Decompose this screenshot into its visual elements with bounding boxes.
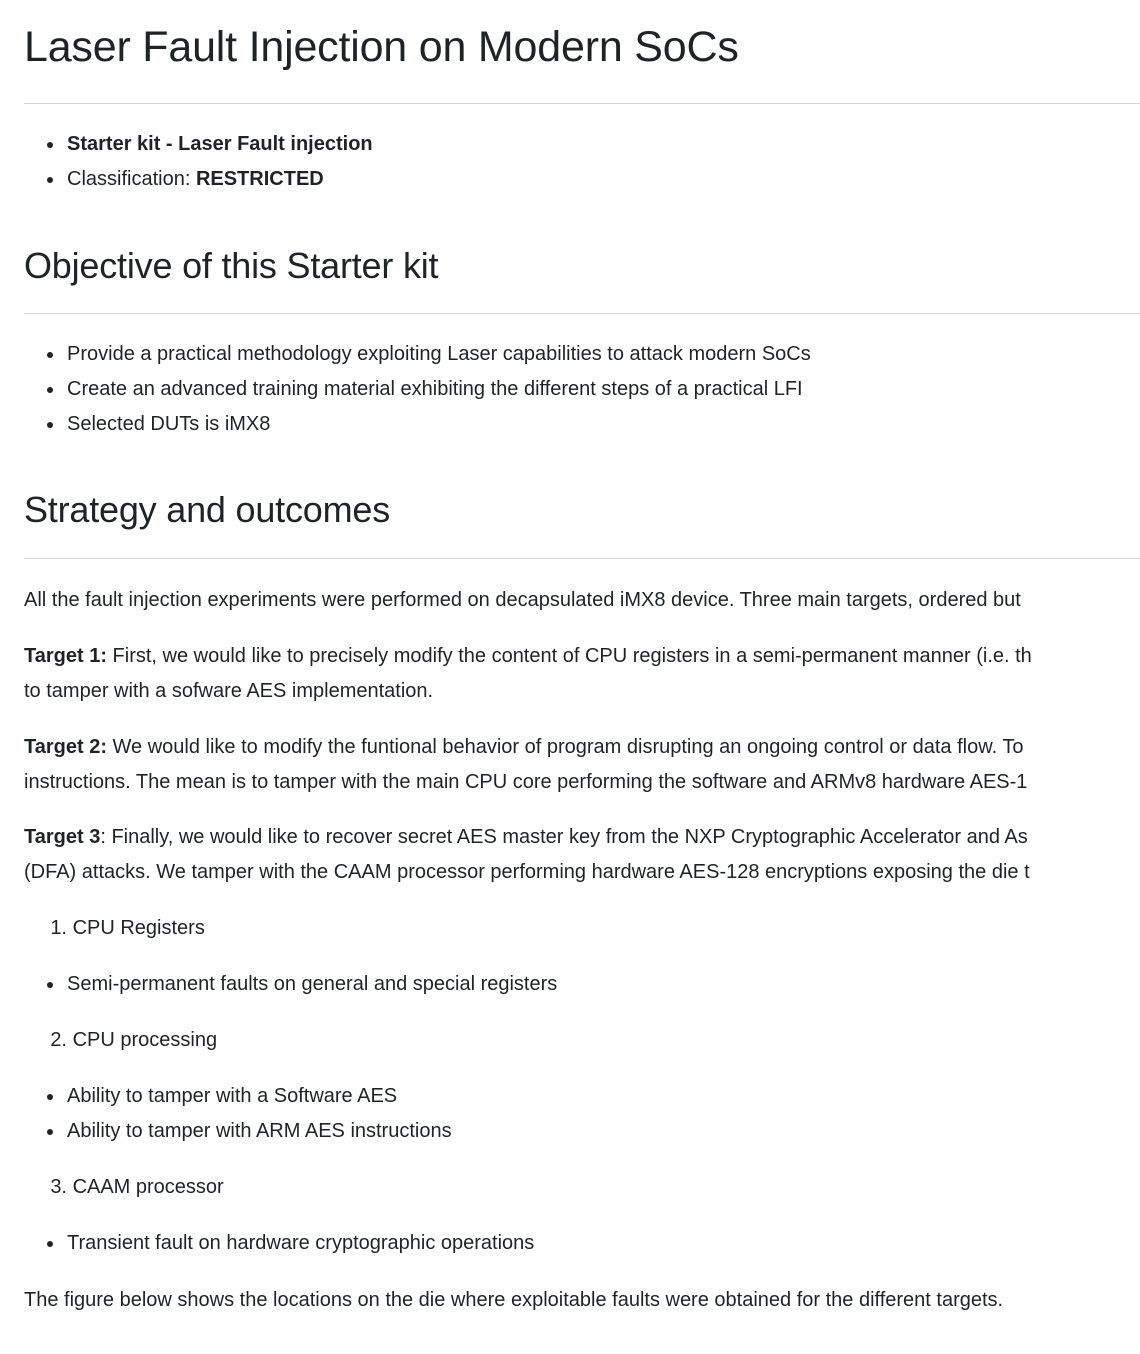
ordered-item-number: 1. (50, 917, 67, 939)
figure-intro-paragraph: The figure below shows the locations on the die where exploitable faults were obtained for the different targets. (24, 1289, 1004, 1311)
objective-list (24, 337, 1140, 442)
meta-list (24, 127, 1140, 197)
objective-heading: Objective of this Starter kit (24, 245, 439, 286)
ordered-item-cpu-processing (24, 1023, 217, 1058)
target3-label: Target 3 (24, 826, 101, 848)
list-item: Ability to tamper with a Software AES (24, 1079, 1140, 1114)
page-title: Laser Fault Injection on Modern SoCs (24, 23, 739, 71)
strategy-intro: All the fault injection experiments were performed on decapsulated iMX8 device. Three main targets, ordered but (24, 589, 1021, 611)
list-item: Transient fault on hardware cryptographic operations (24, 1226, 1140, 1261)
target1-label: Target 1: (24, 645, 107, 667)
cpu-registers-sublist (24, 967, 1140, 1002)
target2-text: We would like to modify the funtional behavior of program disrupting an ongoing control or data flow. To (106, 736, 1024, 758)
target1-paragraph-cont: to tamper with a sofware AES implementation. (24, 680, 434, 702)
list-item: Selected DUTs is iMX8 (24, 407, 1140, 442)
cpu-processing-sublist (24, 1079, 1140, 1149)
ordered-item-number: 3. (50, 1176, 67, 1198)
target2-label: Target 2: (24, 736, 107, 758)
target1-paragraph (24, 639, 1140, 674)
target3-paragraph (24, 820, 1140, 855)
ordered-item-label: CAAM processor (72, 1176, 224, 1198)
ordered-item-caam-processor (24, 1170, 224, 1205)
list-item: Ability to tamper with ARM AES instructions (24, 1114, 1140, 1149)
list-item (24, 127, 1140, 162)
strategy-divider (24, 558, 1140, 559)
ordered-item-label: CPU processing (72, 1029, 218, 1051)
list-item: Semi-permanent faults on general and special registers (24, 967, 1140, 1002)
list-item: Create an advanced training material exhibiting the different steps of a practical LFI (24, 372, 1140, 407)
classification-value: RESTRICTED (195, 168, 324, 190)
target1-text: First, we would like to precisely modify the content of CPU registers in a semi-permanent manner (i.e. th (106, 645, 1032, 667)
objective-divider (24, 313, 1140, 314)
caam-processor-sublist (24, 1226, 1140, 1261)
list-item (24, 162, 1140, 197)
title-divider (24, 103, 1140, 104)
ordered-item-cpu-registers (24, 911, 205, 946)
target3-paragraph-cont: (DFA) attacks. We tamper with the CAAM processor performing hardware AES-128 encryptions exposing the die t (24, 861, 1030, 883)
classification-label: Classification: (67, 168, 196, 190)
ordered-item-number: 2. (50, 1029, 67, 1051)
list-item: Provide a practical methodology exploiting Laser capabilities to attack modern SoCs (24, 337, 1140, 372)
strategy-heading: Strategy and outcomes (24, 489, 391, 530)
target2-paragraph-cont: instructions. The mean is to tamper with the main CPU core performing the software and ARMv8 hardware AES-1 (24, 771, 1028, 793)
target3-text: : Finally, we would like to recover secret AES master key from the NXP Cryptographic Accelerator and As (100, 826, 1028, 848)
target2-paragraph (24, 730, 1140, 765)
ordered-item-label: CPU Registers (72, 917, 205, 939)
starter-kit-label: Starter kit - Laser Fault injection (67, 133, 373, 155)
